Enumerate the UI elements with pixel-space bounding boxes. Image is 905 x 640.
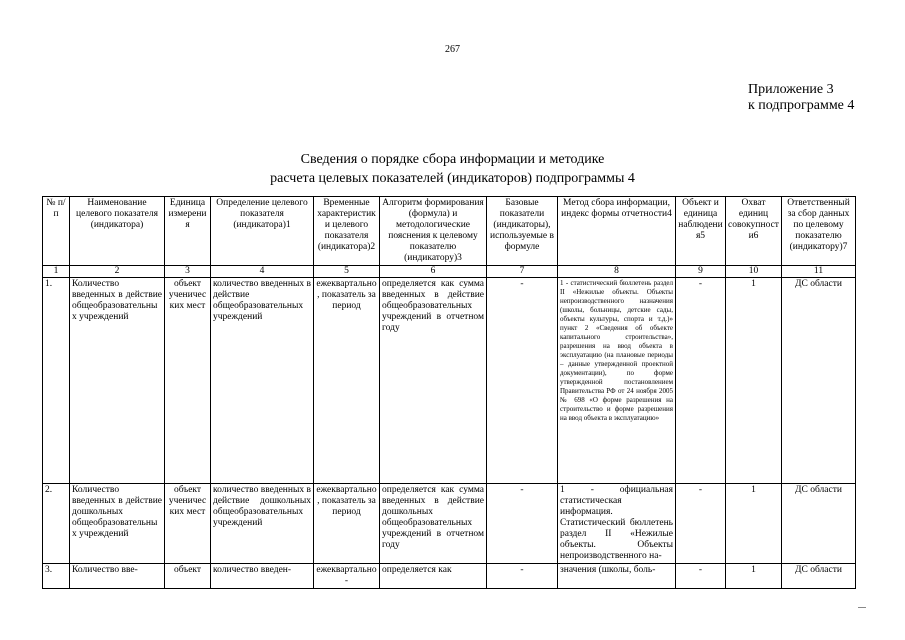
appendix-label <box>748 82 898 114</box>
header-cell: Метод сбора информации, индекс формы отчетности4 <box>558 197 676 266</box>
header-cell: Алгоритм формирования (формула) и методологические пояснения к целевому показателю (индикатору)3 <box>380 197 487 266</box>
definition-cell: количество введенных в действие дошкольных общеобразовательных учреждений <box>211 484 314 564</box>
unit-cell: объект ученических мест <box>165 484 211 564</box>
table-row <box>43 564 856 589</box>
column-number: 1 <box>43 266 70 278</box>
algorithm-cell: определяется как сумма введенных в действие дошкольных общеобразовательных учреждений в отчетном году <box>380 484 487 564</box>
definition-cell: количество введен- <box>211 564 314 589</box>
header-cell: Ответственный за сбор данных по целевому показателю (индикатору)7 <box>782 197 856 266</box>
column-number: 2 <box>70 266 165 278</box>
column-number: 5 <box>314 266 380 278</box>
time-cell: ежеквартально, показатель за период <box>314 278 380 484</box>
column-number: 10 <box>726 266 782 278</box>
header-row <box>43 197 856 266</box>
coverage-cell: 1 <box>726 484 782 564</box>
header-cell: Определение целевого показателя (индикатора)1 <box>211 197 314 266</box>
time-cell: ежеквартально, показатель за период <box>314 484 380 564</box>
title-line-1: Сведения о порядке сбора информации и методике <box>300 152 605 167</box>
time-cell: ежеквартально- <box>314 564 380 589</box>
column-number-row <box>43 266 856 278</box>
appendix-line-2: к подпрограмме 4 <box>748 98 855 113</box>
page-number: 267 <box>445 44 460 55</box>
unit-cell: объект ученических мест <box>165 278 211 484</box>
header-cell: Наименование целевого показателя (индикатора) <box>70 197 165 266</box>
header-cell: Единица измерения <box>165 197 211 266</box>
coverage-cell: 1 <box>726 564 782 589</box>
method-cell: 1 - официальная статистическая информация. Статистический бюллетень раздел II «Нежилые объекты. Объекты непроизводственного на- <box>558 484 676 564</box>
responsible-cell: ДС области <box>782 278 856 484</box>
indicator-name: Количество введенных в действие общеобразовательных учреждений <box>70 278 165 484</box>
definition-cell: количество введенных в действие общеобразовательных учреждений <box>211 278 314 484</box>
indicators-table <box>42 196 856 589</box>
column-number: 8 <box>558 266 676 278</box>
object-cell: - <box>676 564 726 589</box>
base-cell: - <box>487 484 558 564</box>
coverage-cell: 1 <box>726 278 782 484</box>
column-number: 3 <box>165 266 211 278</box>
column-number: 7 <box>487 266 558 278</box>
unit-cell: объект <box>165 564 211 589</box>
base-cell: - <box>487 564 558 589</box>
object-cell: - <box>676 484 726 564</box>
header-cell: Объект и единица наблюдения5 <box>676 197 726 266</box>
column-number: 4 <box>211 266 314 278</box>
base-cell: - <box>487 278 558 484</box>
column-number: 6 <box>380 266 487 278</box>
appendix-line-1: Приложение 3 <box>748 82 834 97</box>
algorithm-cell: определяется как <box>380 564 487 589</box>
row-number: 3. <box>43 564 70 589</box>
column-number: 9 <box>676 266 726 278</box>
indicator-name: Количество введенных в действие дошкольных общеобразовательных учреждений <box>70 484 165 564</box>
algorithm-cell: определяется как сумма введенных в действие общеобразовательных учреждений в отчетном году <box>380 278 487 484</box>
row-number: 1. <box>43 278 70 484</box>
title-line-2: расчета целевых показателей (индикаторов) подпрограммы 4 <box>270 171 635 186</box>
table-row <box>43 484 856 564</box>
responsible-cell: ДС области <box>782 564 856 589</box>
table-row <box>43 278 856 484</box>
header-cell: Базовые показатели (индикаторы), используемые в формуле <box>487 197 558 266</box>
indicator-name: Количество вве- <box>70 564 165 589</box>
object-cell: - <box>676 278 726 484</box>
row-number: 2. <box>43 484 70 564</box>
header-cell: № п/п <box>43 197 70 266</box>
scan-mark <box>858 607 866 608</box>
method-cell: 1 - статистический бюллетень раздел II «Нежилые объекты. Объекты непроизводственного назначения (школы, больницы, детские сады, объекты культуры, спорта и т.д.)» пункт 2 «Сведения об объекте капитального строительства», разрешения на ввод объекта в эксплуатацию (на плановые периоды – данные утвержденной проектной документации), по форме утвержденной постановлением Правительства РФ от 24 ноября 2005 № 698 «О форме разрешения на строительство и форме разрешения на ввод объекта в эксплуатацию» <box>558 278 676 484</box>
header-cell: Временные характеристики целевого показателя (индикатора)2 <box>314 197 380 266</box>
responsible-cell: ДС области <box>782 484 856 564</box>
header-cell: Охват единиц совокупности6 <box>726 197 782 266</box>
column-number: 11 <box>782 266 856 278</box>
document-title <box>150 150 755 188</box>
method-cell: значения (школы, боль- <box>558 564 676 589</box>
